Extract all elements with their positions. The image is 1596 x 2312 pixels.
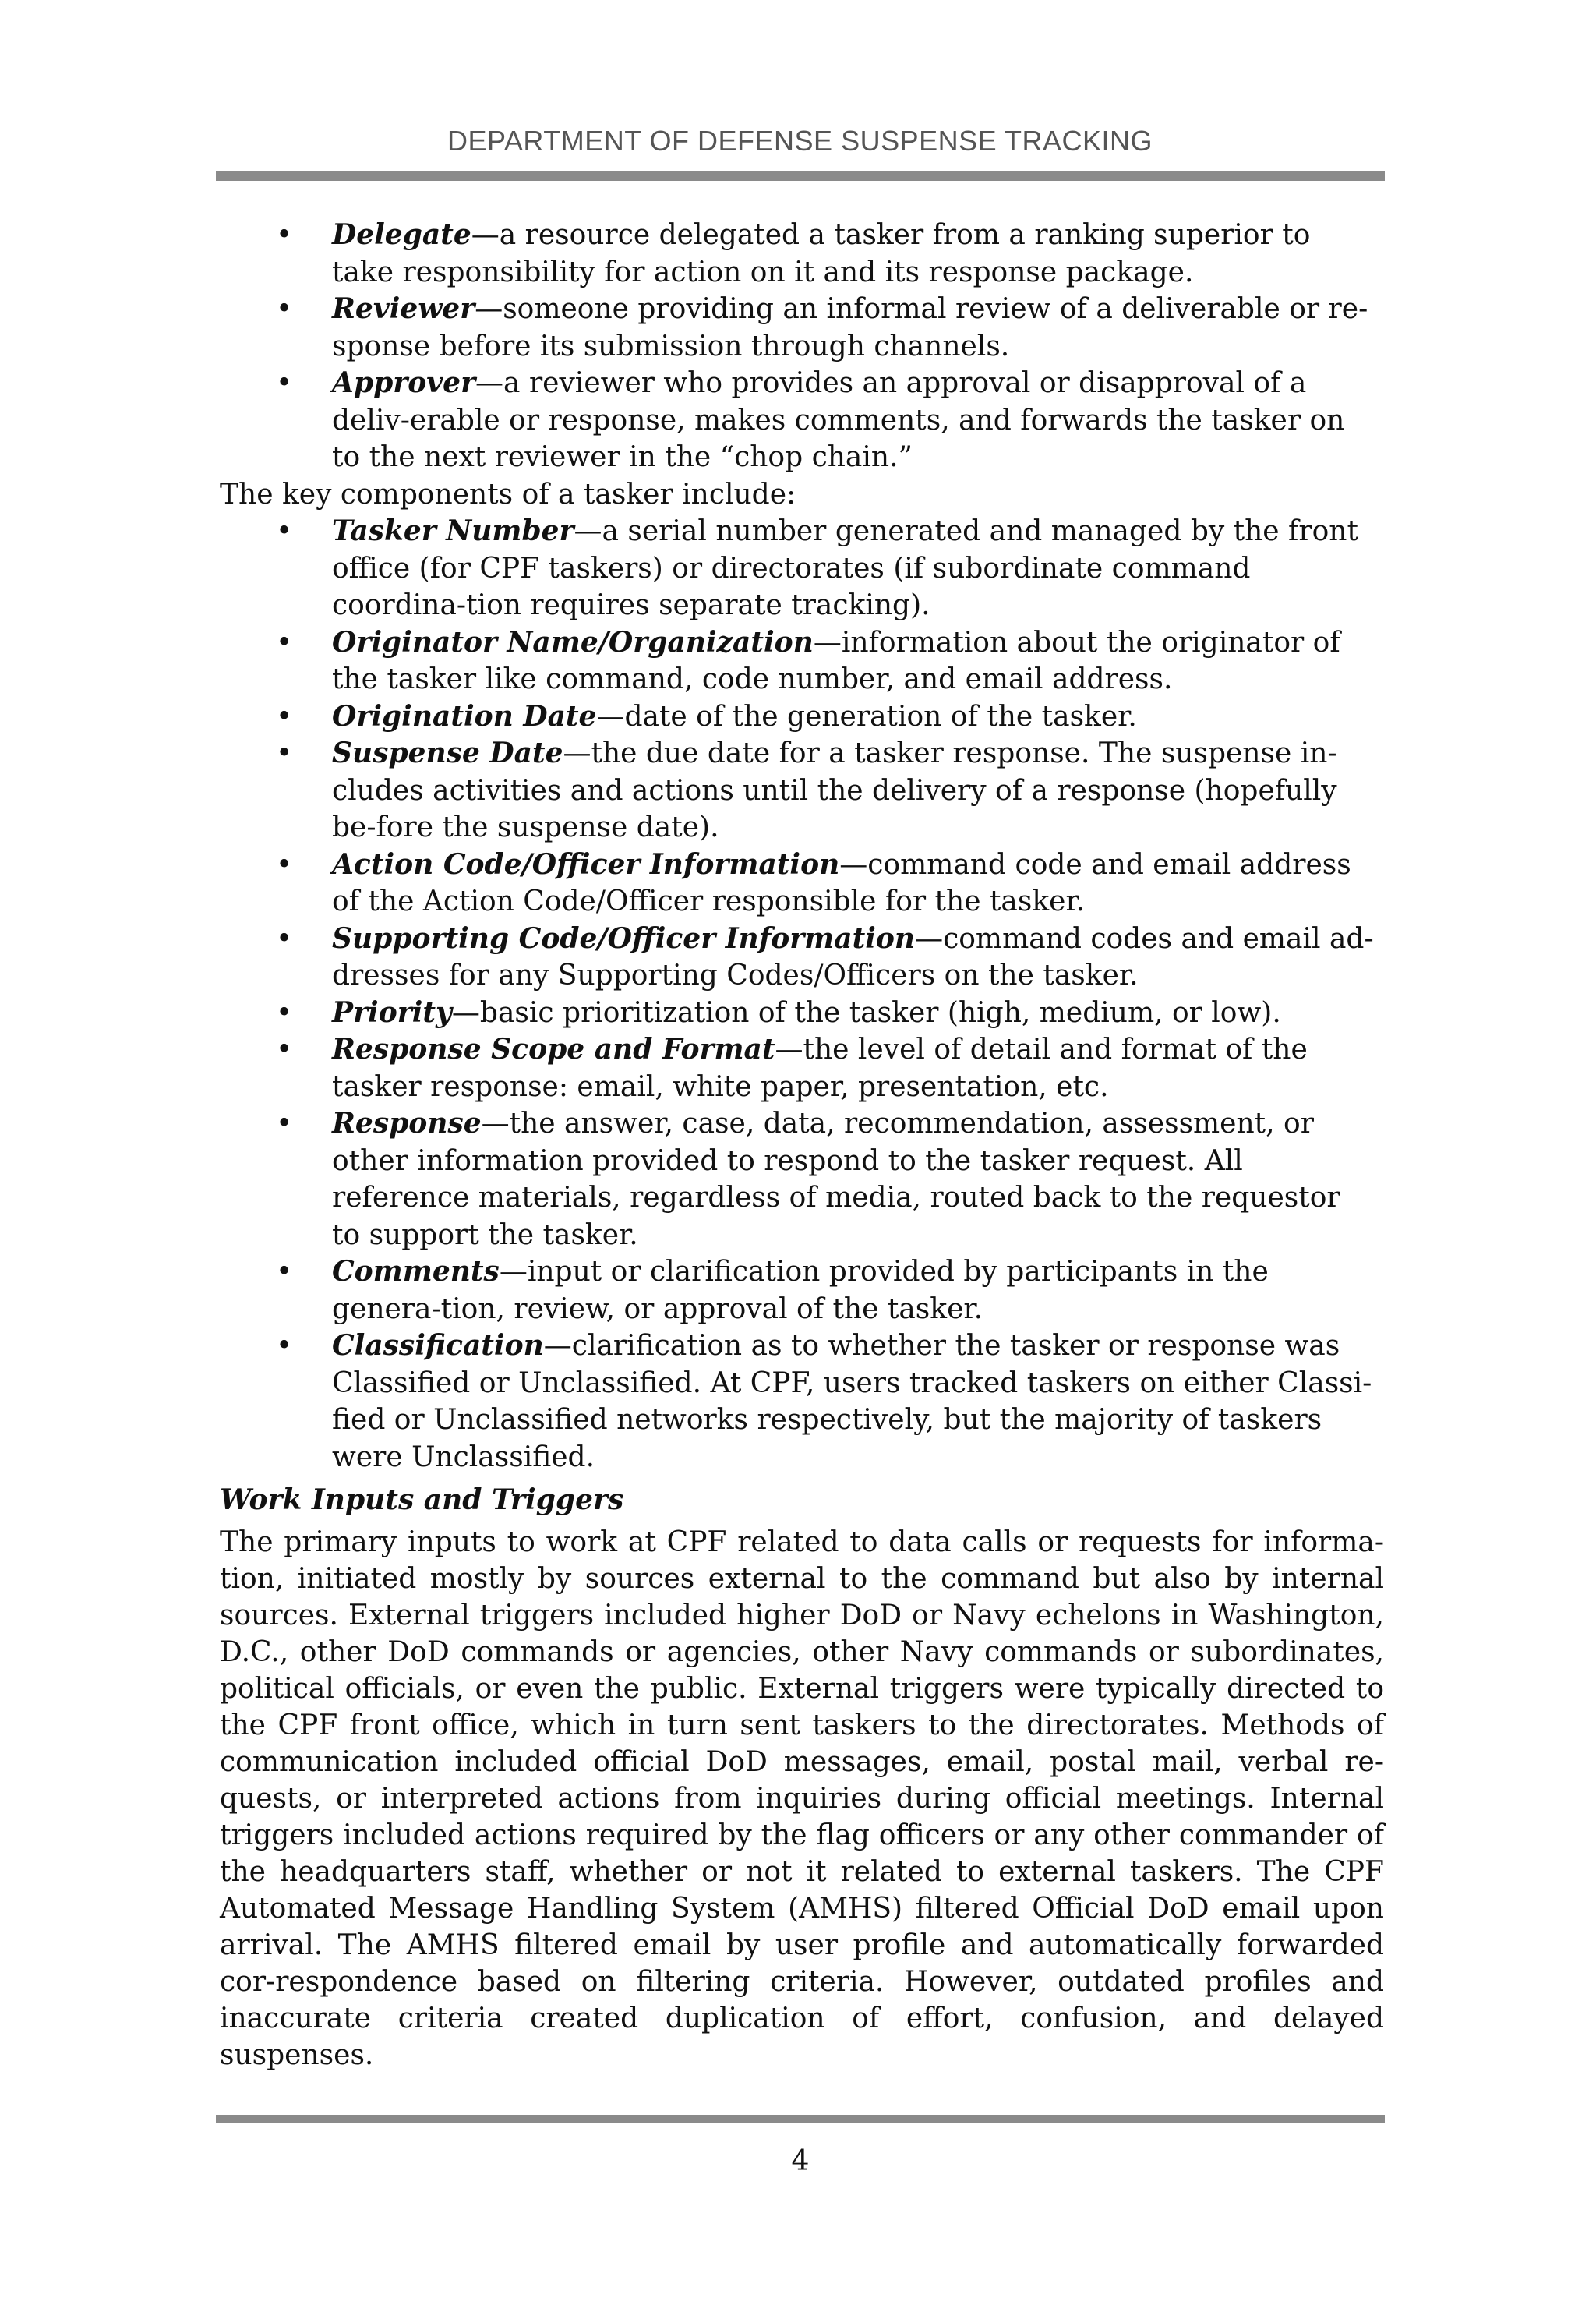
list-item — [220, 1327, 1376, 1476]
list-item-term: Priority — [332, 995, 452, 1029]
list-item-text: —command codes and email ad-dresses for any Supporting Codes/Officers on the tasker. — [332, 922, 1374, 992]
list-item-text: —a resource delegated a tasker from a ranking superior to take responsibility for action on it and its response package. — [332, 219, 1311, 288]
list-item-text: —command code and email address of the Action Code/Officer responsible for the tasker. — [332, 848, 1351, 917]
bullet-icon: • — [276, 737, 293, 769]
roles-list — [220, 217, 1384, 476]
list-item — [220, 995, 1376, 1032]
list-item — [220, 847, 1376, 921]
list-item — [220, 735, 1376, 847]
list-item-term: Approver — [332, 366, 476, 399]
bullet-icon: • — [276, 219, 293, 251]
list-item-text: —the level of detail and format of the tasker response: email, white paper, presentation, etc. — [332, 1034, 1308, 1103]
section-paragraph: The primary inputs to work at CPF related to data calls or requests for informa-tion, initiated mostly by sources external to the command but also by internal sources. External triggers included higher DoD or Navy echelons in Washington, D.C., other DoD commands or agencies, other Navy commands or subordinates, political officials, or even the public. External triggers were typically directed to the CPF front office, which in turn sent taskers to the directorates. Methods of communication included official DoD messages, email, postal mail, verbal re-quests, or interpreted actions from inquiries during official meetings. Internal triggers included actions required by the flag officers or any other commander of the headquarters staff, whether or not it related to external taskers. The CPF Automated Message Handling System (AMHS) filtered Official DoD email upon arrival. The AMHS filtered email by user profile and automatically forwarded cor-respondence based on filtering criteria. However, outdated profiles and inaccurate criteria created duplication of effort, confusion, and delayed suspenses. — [220, 1525, 1384, 2071]
bullet-icon: • — [276, 1330, 293, 1362]
list-item-text: —clarification as to whether the tasker or response was Classified or Unclassified. At CPF, users tracked taskers on either Classi-fied or Unclassified networks respectively, but the majority of taskers were Unclassified. — [332, 1330, 1372, 1473]
components-intro: The key components of a tasker include: — [220, 478, 796, 511]
list-item-term: Tasker Number — [332, 514, 574, 547]
list-item-text: —the answer, case, data, recommendation, assessment, or other information provided to respond to the tasker request. All reference materials, regardless of media, routed back to the requestor to support the tasker. — [332, 1108, 1340, 1251]
list-item-term: Response Scope and Format — [332, 1033, 775, 1066]
list-item — [220, 291, 1376, 365]
list-item-text: —a serial number generated and managed by the front office (for CPF taskers) or directorates (if subordinate command coordina-tion requires separate tracking). — [332, 515, 1358, 621]
bullet-icon: • — [276, 626, 293, 659]
bullet-icon: • — [276, 515, 293, 547]
bullet-icon: • — [276, 293, 293, 325]
page-body — [220, 217, 1384, 2073]
footer-rule — [216, 2115, 1385, 2123]
bullet-icon: • — [276, 1256, 293, 1288]
list-item — [220, 921, 1376, 995]
bullet-icon: • — [276, 922, 293, 955]
list-item-term: Classification — [332, 1329, 544, 1362]
page-number: 4 — [791, 2145, 810, 2177]
list-item-term: Action Code/Officer Information — [332, 847, 840, 881]
components-list — [220, 513, 1384, 1476]
list-item — [220, 513, 1376, 624]
list-item-text: —someone providing an informal review of a deliverable or re-sponse before its submission through channels. — [332, 293, 1368, 362]
section-heading: Work Inputs and Triggers — [220, 1483, 624, 1516]
bullet-icon: • — [276, 700, 293, 733]
list-item-text: —the due date for a tasker response. The suspense in-cludes activities and actions until the delivery of a response (hopefully be-fore the suspense date). — [332, 737, 1337, 843]
list-item — [220, 365, 1376, 476]
list-item — [220, 698, 1376, 736]
list-item-term: Origination Date — [332, 699, 597, 733]
bullet-icon: • — [276, 1108, 293, 1140]
list-item — [220, 1253, 1376, 1327]
bullet-icon: • — [276, 848, 293, 881]
list-item — [220, 1105, 1376, 1253]
list-item-term: Supporting Code/Officer Information — [332, 921, 916, 955]
bullet-icon: • — [276, 367, 293, 399]
list-item-term: Reviewer — [332, 292, 475, 325]
list-item-term: Response — [332, 1107, 482, 1140]
list-item-text: —a reviewer who provides an approval or disapproval of a deliv-erable or response, makes comments, and forwards the tasker on to the next reviewer in the “chop chain.” — [332, 367, 1345, 473]
list-item — [220, 624, 1376, 698]
list-item-text: —information about the originator of the tasker like command, code number, and email address. — [332, 626, 1340, 695]
list-item-term: Comments — [332, 1255, 500, 1288]
list-item-text: —input or clarification provided by participants in the genera-tion, review, or approval of the tasker. — [332, 1256, 1269, 1325]
header-rule — [216, 171, 1385, 181]
list-item-term: Originator Name/Organization — [332, 625, 814, 659]
running-head-title: DEPARTMENT OF DEFENSE SUSPENSE TRACKING — [447, 125, 1153, 157]
bullet-icon: • — [276, 996, 293, 1029]
bullet-icon: • — [276, 1034, 293, 1066]
list-item — [220, 217, 1376, 291]
list-item-term: Delegate — [332, 218, 471, 251]
list-item-term: Suspense Date — [332, 737, 563, 769]
list-item-text: —date of the generation of the tasker. — [596, 700, 1137, 733]
list-item-text: —basic prioritization of the tasker (high, medium, or low). — [451, 996, 1281, 1029]
list-item — [220, 1031, 1376, 1105]
